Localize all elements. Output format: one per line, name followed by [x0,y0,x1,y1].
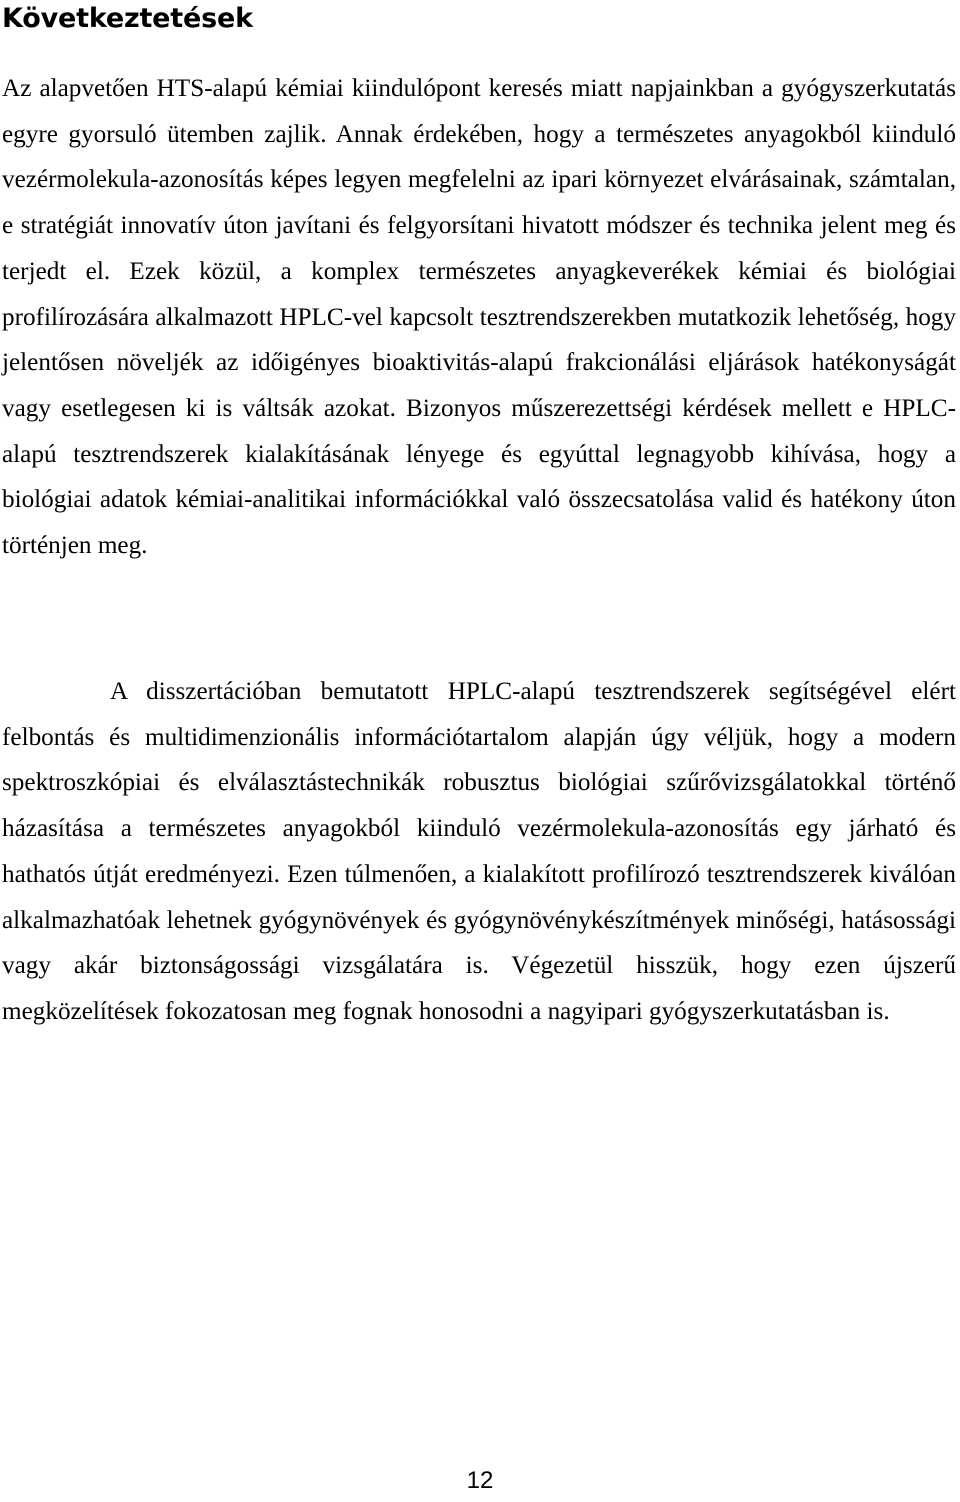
paragraph-2: A disszertációban bemutatott HPLC-alapú tesztrendszerek segítségével elért felbontás és multidimenzionális információtartalom alapján úgy véljük, hogy a modern spektroszkópiai és elválasztástechnikák robusztus biológiai szűrővizsgálatokkal történő házasítása a természetes anyagokból kiinduló vezérmolekula-azonosítás egy járható és hathatós útját eredményezi. Ezen túlmenően, a kialakított profilírozó tesztrendszerek kiválóan alkalmazhatóak lehetnek gyógynövények és gyógynövénykészítmények minőségi, hatásossági vagy akár biztonságossági vizsgálatára is. Végezetül hisszük, hogy ezen újszerű megközelítések fokozatosan meg fognak honosodni a nagyipari gyógyszerkutatásban is. [2,678,956,1025]
page-number: 12 [466,1467,494,1494]
paragraph-1: Az alapvetően HTS-alapú kémiai kiindulópont keresés miatt napjainkban a gyógyszerkutatás egyre gyorsuló ütemben zajlik. Annak érdekében, hogy a természetes anyagokból kiinduló vezérmolekula-azonosítás képes legyen megfelelni az ipari környezet elvárásainak, számtalan, e stratégiát innovatív úton javítani és felgyorsítani hivatott módszer és technika jelent meg és terjedt el. Ezek közül, a komplex természetes anyagkeverékek kémiai és biológiai profilírozására alkalmazott HPLC-vel kapcsolt tesztrendszerekben mutatkozik lehetőség, hogy jelentősen növeljék az időigényes bioaktivitás-alapú frakcionálási eljárások hatékonyságát vagy esetlegesen ki is váltsák azokat. Bizonyos műszerezettségi kérdések mellett e HPLC-alapú tesztrendszerek kialakításának lényege és egyúttal legnagyobb kihívása, hogy a biológiai adatok kémiai-analitikai információkkal való összecsatolása valid és hatékony úton történjen meg. [2,75,956,560]
section-heading: Következtetések [2,3,253,34]
